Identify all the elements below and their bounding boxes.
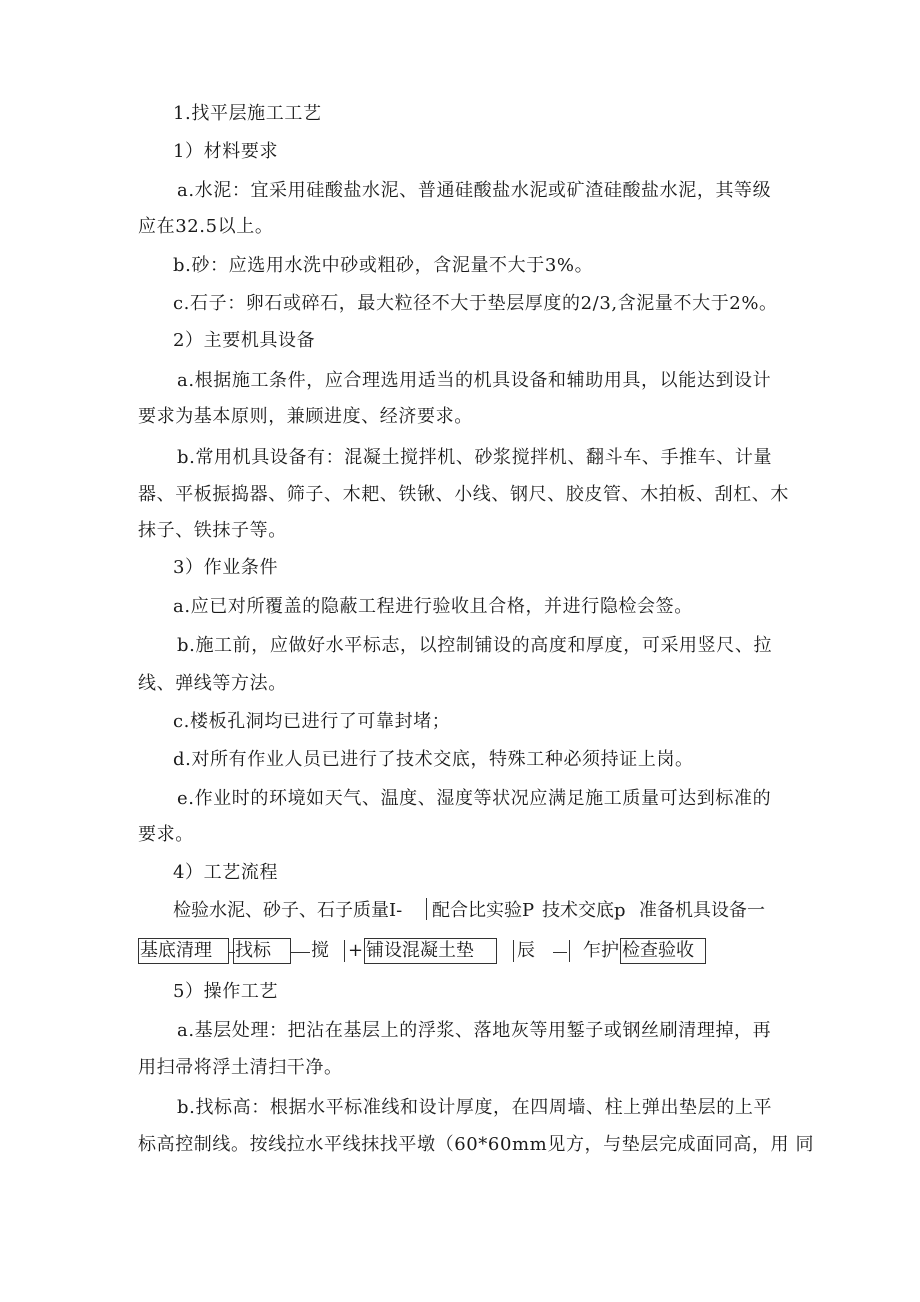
paragraph-line: a.根据施工条件，应合理选用适当的机具设备和辅助用具，以能达到设计 bbox=[177, 370, 772, 391]
paragraph-line: d.对所有作业人员已进行了技术交底，特殊工种必须持证上岗。 bbox=[173, 749, 694, 770]
flow-box-base-cleaning: 基底清理 bbox=[138, 938, 229, 964]
flow-connector bbox=[426, 898, 427, 920]
flow-step-fragment: 辰 bbox=[517, 940, 535, 961]
paragraph-line: 用扫帚将浮土清扫干净。 bbox=[138, 1057, 343, 1078]
flow-step-mixing: 搅 bbox=[311, 940, 329, 961]
subsection-heading: 5）操作工艺 bbox=[173, 981, 279, 1002]
paragraph-line: e.作业时的环境如天气、温度、湿度等状况应满足施工质量可达到标准的 bbox=[177, 788, 772, 809]
paragraph-line: 线、弹线等方法。 bbox=[138, 673, 287, 694]
paragraph-line: 抹子、铁抹子等。 bbox=[138, 520, 287, 541]
flow-step-curing: 乍护 bbox=[583, 940, 619, 961]
subsection-heading: 3）作业条件 bbox=[173, 557, 279, 578]
flow-connector bbox=[569, 940, 570, 962]
flow-box-inspection: 检查验收 bbox=[620, 938, 706, 964]
paragraph-line: b.常用机具设备有：混凝土搅拌机、砂浆搅拌机、翻斗车、手推车、计量 bbox=[177, 447, 773, 468]
flow-connector bbox=[513, 940, 514, 962]
flow-connector-plus: + bbox=[348, 940, 364, 961]
paragraph-line: 要求为基本原则，兼顾进度、经济要求。 bbox=[138, 406, 473, 427]
flow-connector bbox=[344, 940, 345, 962]
subsection-heading: 2）主要机具设备 bbox=[173, 330, 316, 351]
paragraph-line: a.基层处理：把沾在基层上的浮浆、落地灰等用錾子或钢丝刷清理掉，再 bbox=[177, 1020, 772, 1041]
paragraph-line: 应在32.5以上。 bbox=[138, 216, 274, 237]
flow-connector bbox=[553, 952, 567, 953]
subsection-heading: 1）材料要求 bbox=[173, 141, 279, 162]
paragraph-line: a.水泥：宜采用硅酸盐水泥、普通硅酸盐水泥或矿渣硅酸盐水泥，其等级 bbox=[177, 180, 772, 201]
paragraph-line: c.石子：卵石或碎石，最大粒径不大于垫层厚度的2/3,含泥量不大于2%。 bbox=[173, 293, 778, 314]
paragraph-line: 要求。 bbox=[138, 824, 194, 845]
flow-connector bbox=[291, 952, 310, 953]
paragraph-line: b.施工前，应做好水平标志，以控制铺设的高度和厚度，可采用竖尺、拉 bbox=[177, 635, 773, 656]
paragraph-line: b.找标高：根据水平标准线和设计厚度，在四周墙、柱上弹出垫层的上平 bbox=[177, 1097, 773, 1118]
flow-step-technical-briefing: 技术交底p bbox=[542, 900, 626, 921]
flow-box-lay-concrete-cushion: 铺设混凝土垫 bbox=[364, 938, 497, 964]
paragraph-line: 器、平板振捣器、筛子、木耙、铁锹、小线、钢尺、胶皮管、木拍板、刮杠、木 bbox=[138, 484, 789, 505]
paragraph-line: c.楼板孔洞均已进行了可靠封堵； bbox=[173, 711, 451, 732]
flow-step-mix-ratio-test: 配合比实验P bbox=[432, 900, 535, 921]
section-heading: 1.找平层施工工艺 bbox=[173, 103, 322, 124]
paragraph-line: a.应已对所覆盖的隐蔽工程进行验收且合格，并进行隐检会签。 bbox=[173, 596, 693, 617]
flow-box-set-elevation: 找标 bbox=[233, 938, 291, 964]
paragraph-line: b.砂：应选用水洗中砂或粗砂，含泥量不大于3%。 bbox=[173, 255, 594, 276]
subsection-heading: 4）工艺流程 bbox=[173, 862, 279, 883]
flow-step-prepare-equipment: 准备机具设备一 bbox=[639, 900, 765, 921]
flow-step-inspect-materials: 检验水泥、砂子、石子质量I- bbox=[173, 900, 403, 921]
paragraph-line: 标高控制线。按线拉水平线抹找平墩（60*60mm见方，与垫层完成面同高，用 同 bbox=[138, 1134, 815, 1155]
